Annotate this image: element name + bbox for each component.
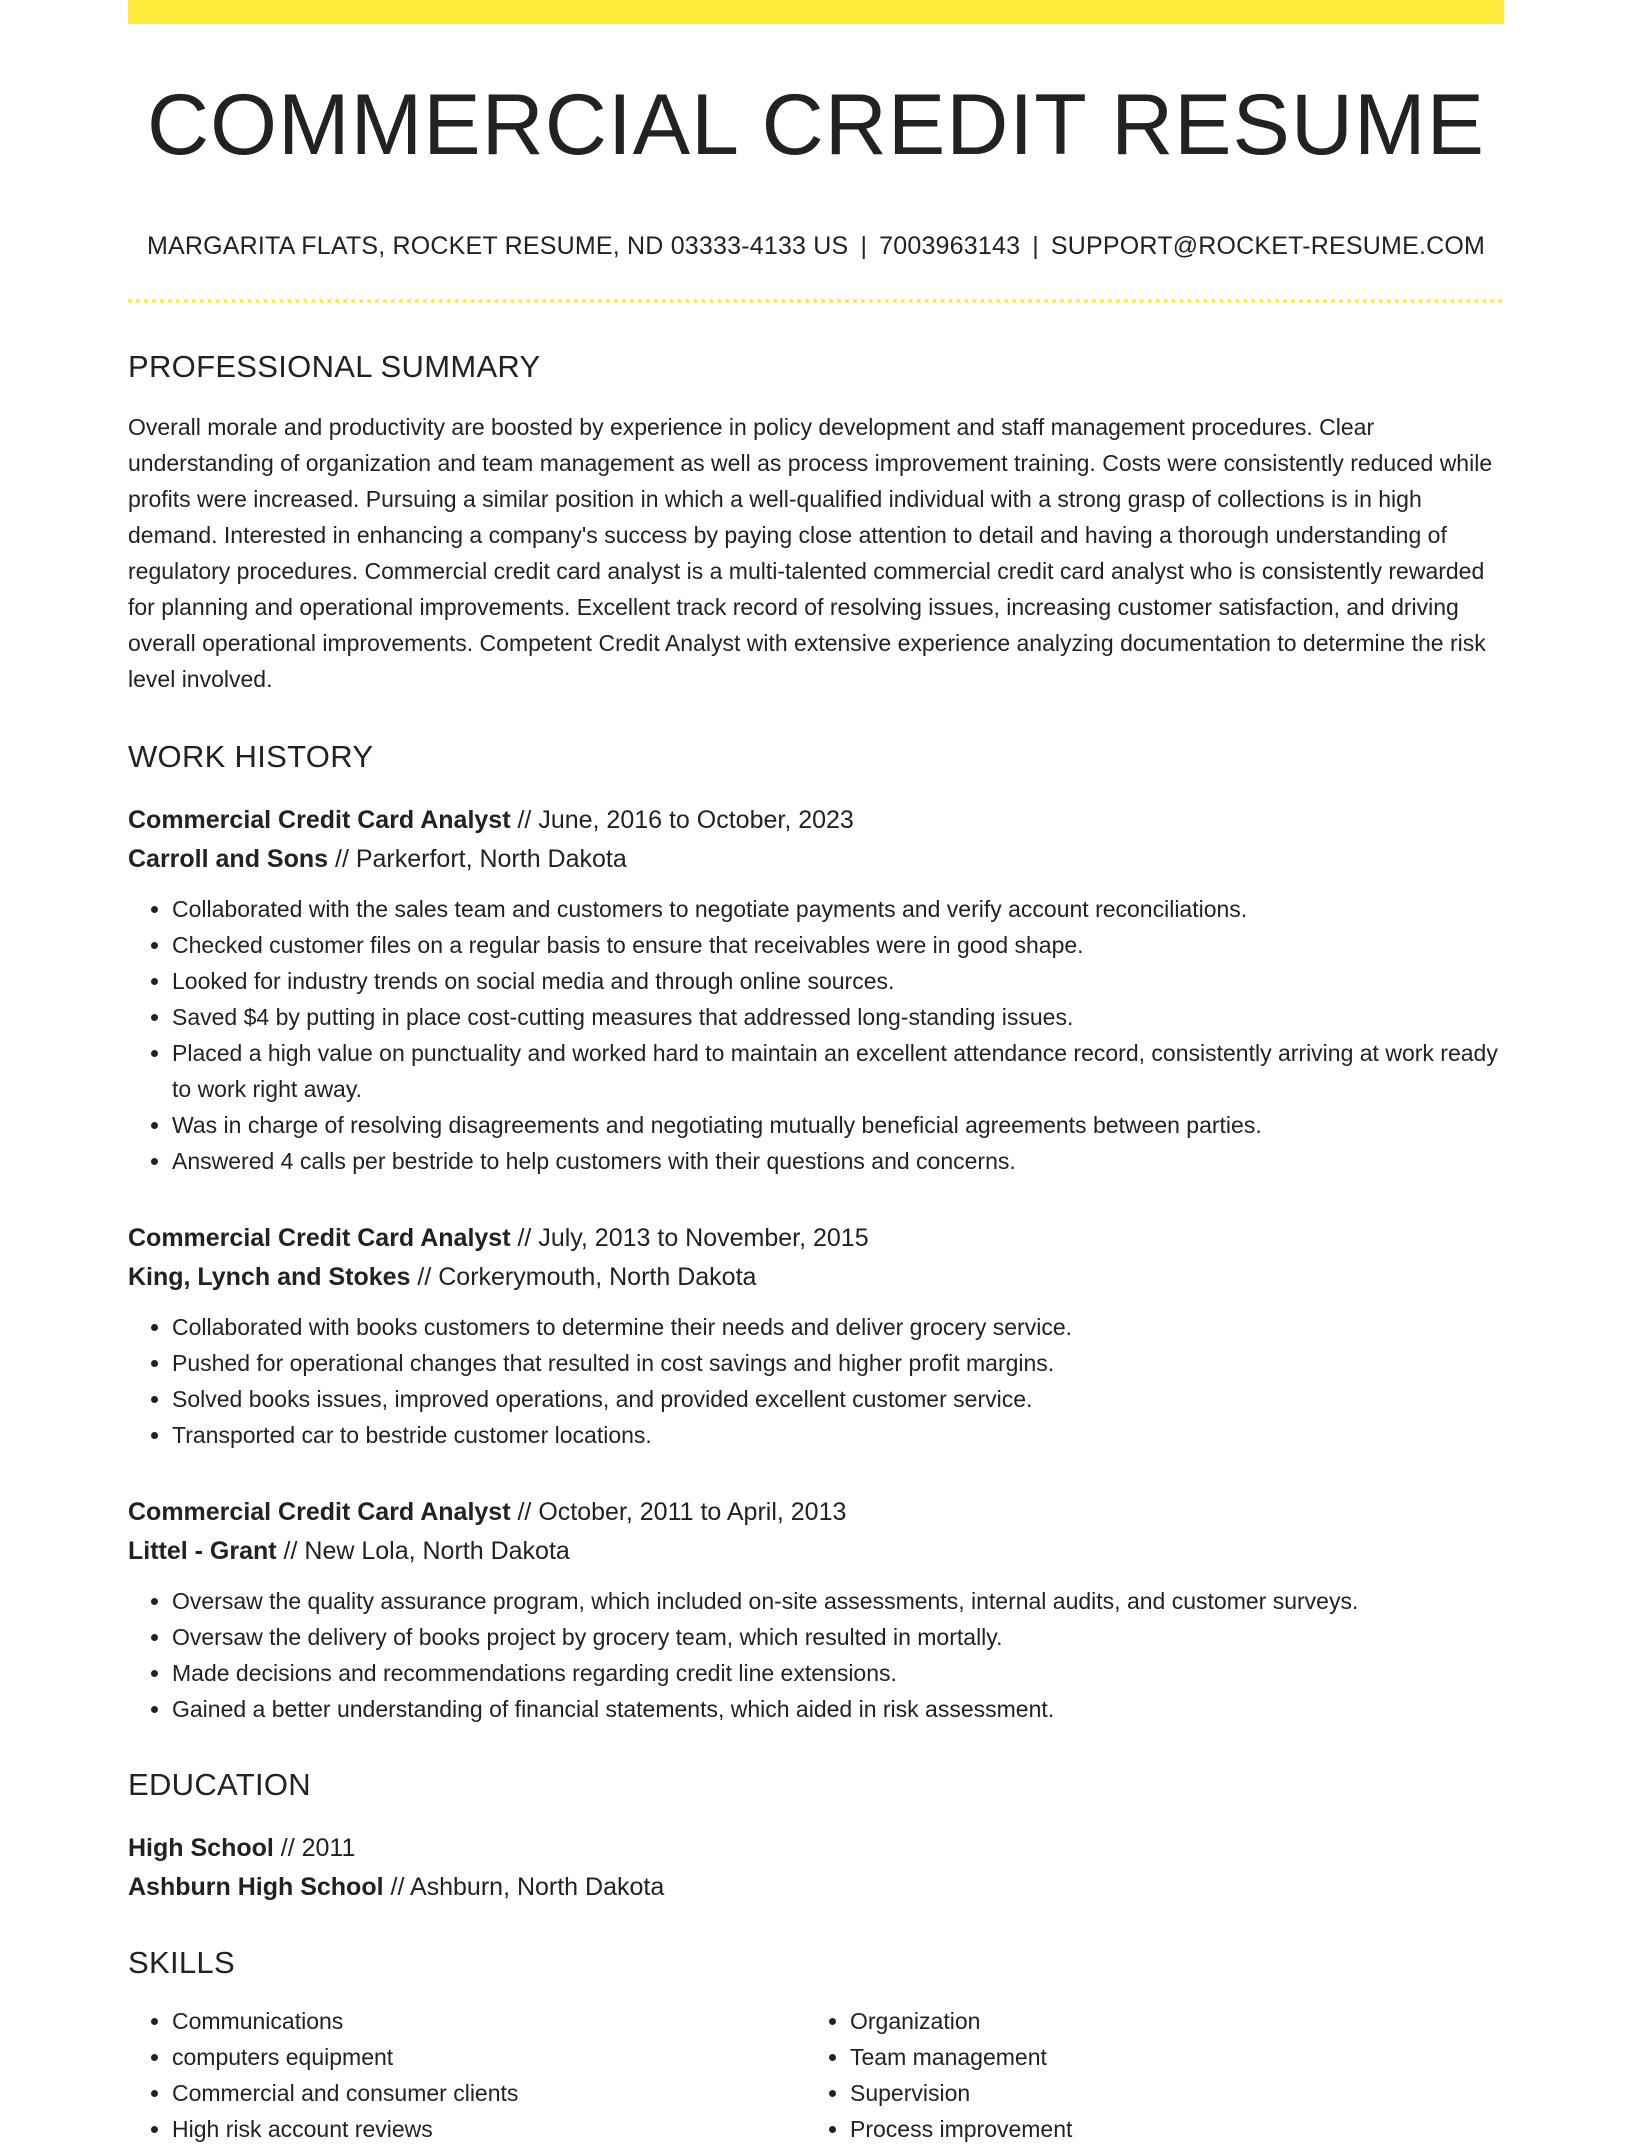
job-bullet: • Collaborated with the sales team and customers to negotiate payments and verify account reconciliations. (172, 891, 1504, 927)
job-entry (128, 1219, 1504, 1453)
job-entry (128, 1493, 1504, 1727)
skills-list (128, 2003, 1504, 2147)
contact-separator: | (1032, 232, 1039, 260)
job-bullet: • Made decisions and recommendations regarding credit line extensions. (172, 1655, 1504, 1691)
job-title-line (128, 1219, 1504, 1258)
job-bullets (128, 1309, 1504, 1453)
job-title-line (128, 801, 1504, 840)
job-bullet: • Answered 4 calls per bestride to help customers with their questions and concerns. (172, 1143, 1504, 1179)
skill-item: • Team management (850, 2039, 1484, 2075)
company-location: // New Lola, North Dakota (276, 1537, 570, 1565)
job-title: Commercial Credit Card Analyst (128, 1498, 511, 1526)
job-company-line (128, 840, 1504, 879)
job-bullet: • Solved books issues, improved operations, and provided excellent customer service. (172, 1381, 1504, 1417)
job-bullet: • Oversaw the quality assurance program, which included on-site assessments, internal audits, and customer surveys. (172, 1583, 1504, 1619)
school-name: Ashburn High School (128, 1873, 384, 1901)
company-name: Littel - Grant (128, 1537, 277, 1565)
job-title: Commercial Credit Card Analyst (128, 1224, 511, 1252)
contact-separator: | (860, 232, 868, 260)
job-bullet: • Oversaw the delivery of books project by grocery team, which resulted in mortally. (172, 1619, 1504, 1655)
job-entry (128, 801, 1504, 1179)
phone: 7003963143 (879, 232, 1021, 260)
skills-column-right (806, 2003, 1484, 2147)
skills-column-left (128, 2003, 806, 2147)
job-company-line (128, 1258, 1504, 1297)
address: MARGARITA FLATS, ROCKET RESUME, ND 03333-4133 US (146, 232, 849, 260)
job-dates: // June, 2016 to October, 2023 (510, 806, 854, 834)
resume-page (128, 0, 1504, 2147)
skill-item: • High risk account reviews (172, 2111, 806, 2147)
job-bullet: • Gained a better understanding of financial statements, which aided in risk assessment. (172, 1691, 1504, 1727)
skill-item: • Communications (172, 2003, 806, 2039)
job-title: Commercial Credit Card Analyst (128, 806, 511, 834)
degree: High School (128, 1834, 274, 1862)
skill-item: • Commercial and consumer clients (172, 2075, 806, 2111)
education-entry (128, 1829, 1504, 1907)
company-location: // Parkerfort, North Dakota (328, 845, 627, 873)
job-bullet: • Was in charge of resolving disagreements and negotiating mutually beneficial agreements between parties. (172, 1107, 1504, 1143)
skill-item: • Supervision (850, 2075, 1484, 2111)
skill-item: • computers equipment (172, 2039, 806, 2075)
email: SUPPORT@ROCKET-RESUME.COM (1050, 232, 1486, 260)
skills-heading: SKILLS (128, 1945, 235, 1980)
work-history-heading: WORK HISTORY (128, 739, 374, 774)
accent-top-bar (128, 0, 1504, 24)
school-location: // Ashburn, North Dakota (383, 1873, 665, 1901)
job-bullet: • Saved $4 by putting in place cost-cutting measures that addressed long-standing issues. (172, 999, 1504, 1035)
job-bullets (128, 1583, 1504, 1727)
company-name: King, Lynch and Stokes (128, 1263, 411, 1291)
job-dates: // October, 2011 to April, 2013 (510, 1498, 847, 1526)
company-name: Carroll and Sons (128, 845, 329, 873)
education-heading: EDUCATION (128, 1767, 311, 1802)
summary-heading: PROFESSIONAL SUMMARY (128, 349, 541, 384)
degree-year: // 2011 (273, 1834, 356, 1862)
job-title-line (128, 1493, 1504, 1532)
job-bullet: • Collaborated with books customers to determine their needs and deliver grocery service. (172, 1309, 1504, 1345)
job-bullet: • Placed a high value on punctuality and worked hard to maintain an excellent attendance record, consistently arriving at work ready to work right away. (172, 1035, 1504, 1107)
company-location: // Corkerymouth, North Dakota (410, 1263, 757, 1291)
job-company-line (128, 1532, 1504, 1571)
job-bullet: • Pushed for operational changes that resulted in cost savings and higher profit margins. (172, 1345, 1504, 1381)
summary-text: Overall morale and productivity are boosted by experience in policy development and staff management procedures. Clear understanding of organization and team management as well as process improvement training. Costs were consistently reduced while profits were increased. Pursuing a similar position in which a well-qualified individual with a strong grasp of collections is in high demand. Interested in enhancing a company's success by paying close attention to detail and having a thorough understanding of regulatory procedures. Commercial credit card analyst is a multi-talented commercial credit card analyst who is consistently rewarded for planning and operational improvements. Excellent track record of resolving issues, increasing customer satisfaction, and driving overall operational improvements. Competent Credit Analyst with extensive experience analyzing documentation to determine the risk level involved. (128, 414, 1493, 692)
job-bullet: • Transported car to bestride customer locations. (172, 1417, 1504, 1453)
school-line (128, 1868, 1504, 1907)
job-bullets (128, 891, 1504, 1179)
resume-title: COMMERCIAL CREDIT RESUME (146, 77, 1486, 173)
job-bullet: • Checked customer files on a regular basis to ensure that receivables were in good shape. (172, 927, 1504, 963)
job-bullet: • Looked for industry trends on social media and through online sources. (172, 963, 1504, 999)
job-dates: // July, 2013 to November, 2015 (510, 1224, 869, 1252)
skill-item: • Process improvement (850, 2111, 1484, 2147)
degree-line (128, 1829, 1504, 1868)
contact-line (128, 232, 1504, 261)
skill-item: • Organization (850, 2003, 1484, 2039)
dotted-divider (128, 299, 1504, 303)
